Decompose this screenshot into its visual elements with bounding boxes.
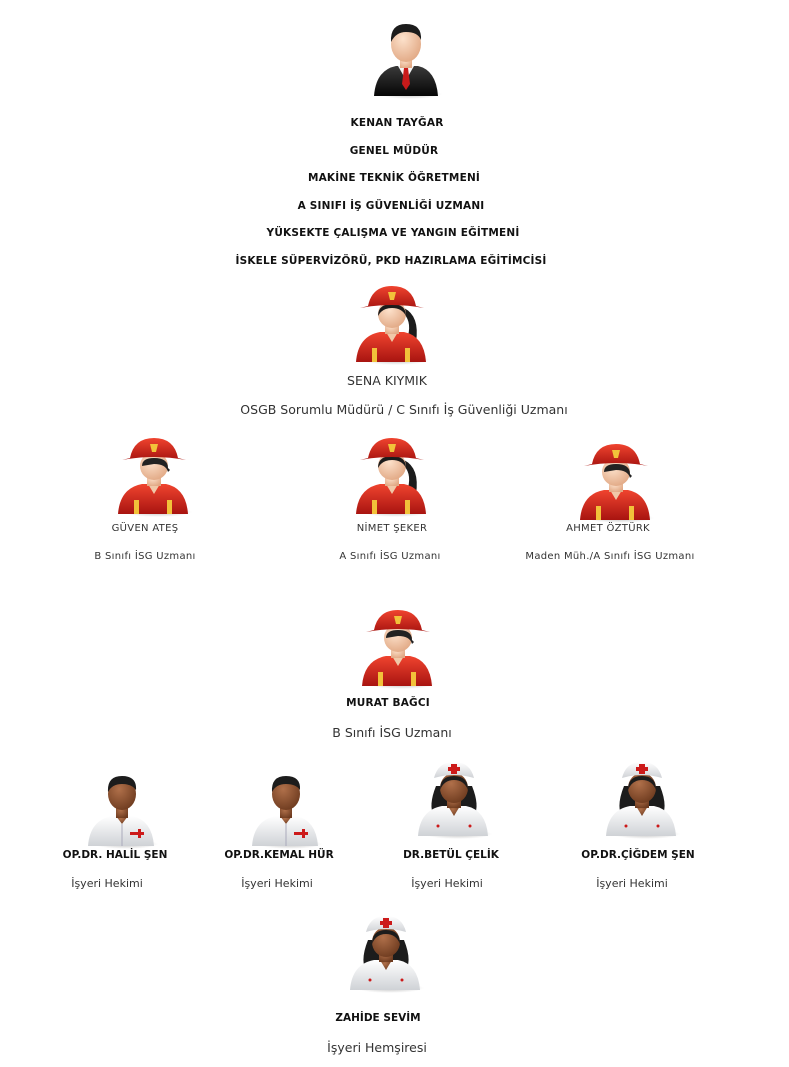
specialist-title: Maden Müh./A Sınıfı İSG Uzmanı bbox=[525, 551, 695, 562]
specialist2-name: MURAT BAĞCI bbox=[346, 697, 430, 709]
firefighter-man-icon bbox=[352, 600, 442, 690]
director-name: KENAN TAYĞAR bbox=[350, 117, 444, 129]
specialist-name: GÜVEN ATEŞ bbox=[111, 523, 179, 534]
doctor-title: İşyeri Hekimi bbox=[411, 877, 483, 890]
director-qualification-1: MAKİNE TEKNİK ÖĞRETMENİ bbox=[307, 172, 481, 184]
doctor-name: OP.DR.KEMAL HÜR bbox=[224, 849, 334, 861]
nurse-icon bbox=[596, 750, 686, 840]
specialist2-title: B Sınıfı İSG Uzmanı bbox=[332, 725, 452, 740]
doctor-title: İşyeri Hekimi bbox=[241, 877, 313, 890]
specialist-name: NİMET ŞEKER bbox=[356, 523, 428, 534]
doctor-title: İşyeri Hekimi bbox=[596, 877, 668, 890]
specialist-title: A Sınıfı İSG Uzmanı bbox=[339, 551, 441, 562]
nurse-icon bbox=[340, 904, 430, 994]
firefighter-man-icon bbox=[108, 428, 198, 518]
businessman-icon bbox=[360, 10, 450, 100]
manager-title: OSGB Sorumlu Müdürü / C Sınıfı İş Güvenliği Uzmanı bbox=[240, 402, 568, 417]
doctor-name: OP.DR.ÇİĞDEM ŞEN bbox=[581, 849, 695, 861]
nurse-title: İşyeri Hemşiresi bbox=[327, 1040, 427, 1055]
firefighter-man-icon bbox=[570, 434, 660, 524]
director-qualification-3: YÜKSEKTE ÇALIŞMA VE YANGIN EĞİTMENİ bbox=[266, 227, 520, 239]
specialist-title: B Sınıfı İSG Uzmanı bbox=[94, 551, 196, 562]
nurse-icon bbox=[408, 750, 498, 840]
director-qualification-2: A SINIFI İŞ GÜVENLİĞİ UZMANI bbox=[297, 200, 485, 212]
director-role: GENEL MÜDÜR bbox=[349, 145, 439, 157]
male-doctor-icon bbox=[76, 760, 166, 850]
doctor-name: DR.BETÜL ÇELİK bbox=[403, 849, 499, 861]
manager-name: SENA KIYMIK bbox=[347, 373, 427, 388]
firefighter-woman-icon bbox=[346, 276, 436, 366]
doctor-name: OP.DR. HALİL ŞEN bbox=[62, 849, 168, 861]
firefighter-woman-icon bbox=[346, 428, 436, 518]
director-qualification-4: İSKELE SÜPERVİZÖRÜ, PKD HAZIRLAMA EĞİTİMCİSİ bbox=[235, 255, 547, 267]
male-doctor-icon bbox=[240, 760, 330, 850]
nurse-name: ZAHİDE SEVİM bbox=[335, 1012, 421, 1024]
doctor-title: İşyeri Hekimi bbox=[71, 877, 143, 890]
specialist-name: AHMET ÖZTÜRK bbox=[566, 523, 650, 534]
